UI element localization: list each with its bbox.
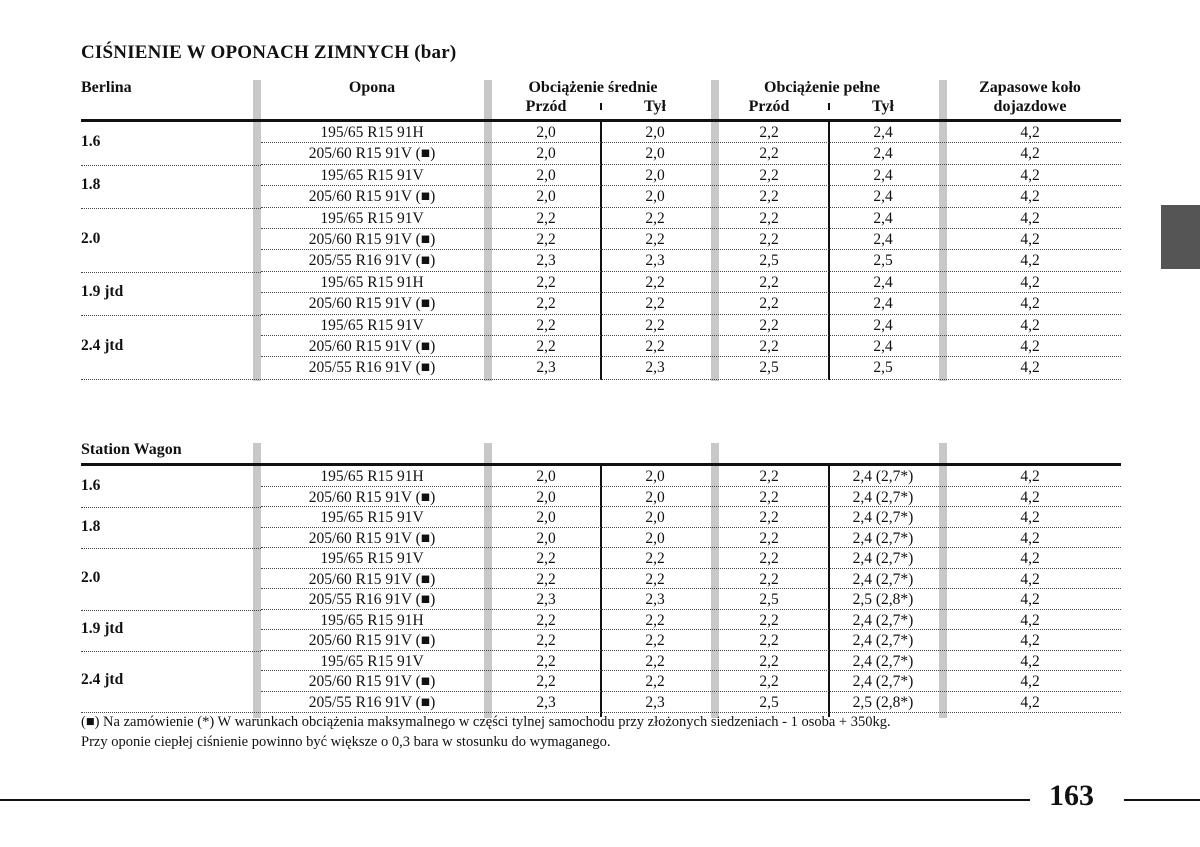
tyre-size-cell: 205/60 R15 91V (■) (308, 570, 436, 588)
tyre-size-cell: 205/60 R15 91V (■) (308, 188, 436, 206)
spare-wheel-cell: 4,2 (1020, 124, 1040, 141)
table-row (81, 466, 1121, 487)
engine-label: 1.9 jtd (81, 283, 124, 301)
spare-wheel-cell: 4,2 (1020, 145, 1040, 163)
table-row (81, 165, 1121, 186)
table-bottom-rule (81, 712, 1121, 713)
header-przod: Przód (525, 98, 567, 115)
rear-medium-cell: 2,2 (645, 570, 665, 588)
rear-full-cell: 2,4 (873, 188, 893, 206)
spare-wheel-cell: 4,2 (1020, 359, 1040, 377)
rear-full-cell: 2,4 (873, 145, 893, 163)
page-rule-right (1124, 799, 1200, 801)
table-row (81, 528, 1121, 549)
berlina-table (81, 80, 1121, 381)
front-medium-cell: 2,3 (536, 693, 556, 711)
rear-full-cell: 2,4 (2,7*) (852, 468, 914, 485)
rear-medium-cell: 2,3 (645, 359, 665, 377)
rear-full-cell: 2,5 (2,8*) (852, 591, 914, 608)
front-full-cell: 2,2 (759, 273, 779, 291)
engine-label: 1.8 (81, 517, 101, 535)
front-full-cell: 2,2 (759, 611, 779, 629)
rear-full-cell: 2,4 (2,7*) (852, 509, 914, 526)
engine-label: 2.0 (81, 568, 101, 586)
spare-wheel-cell: 4,2 (1020, 673, 1040, 690)
rear-medium-cell: 2,2 (645, 295, 665, 313)
spare-wheel-cell: 4,2 (1020, 693, 1040, 711)
front-full-cell: 2,2 (759, 673, 779, 690)
front-medium-cell: 2,0 (536, 529, 556, 547)
rear-medium-cell: 2,2 (645, 209, 665, 227)
rear-full-cell: 2,5 (873, 359, 893, 377)
table-row (81, 208, 1121, 229)
engine-label: 1.6 (81, 476, 101, 494)
rear-full-cell: 2,4 (873, 209, 893, 227)
table-row (81, 651, 1121, 672)
table-row (81, 507, 1121, 528)
footnote-warm-tyres: Przy oponie ciepłej ciśnienie powinno być większe o 0,3 bara w stosunku do wymaganego. (81, 734, 611, 750)
header-opona: Opona (348, 79, 396, 96)
front-medium-cell: 2,2 (536, 231, 556, 248)
tyre-size-cell: 205/60 R15 91V (■) (308, 632, 436, 649)
rear-full-cell: 2,4 (2,7*) (852, 652, 914, 670)
table-row (81, 336, 1121, 357)
tyre-size-cell: 205/55 R16 91V (■) (308, 252, 436, 270)
spare-wheel-cell: 4,2 (1020, 273, 1040, 291)
tyre-size-cell: 205/55 R16 91V (■) (308, 693, 436, 711)
rear-medium-cell: 2,2 (645, 673, 665, 690)
rear-full-cell: 2,4 (873, 231, 893, 248)
rear-medium-cell: 2,2 (645, 231, 665, 248)
engine-label: 2.4 jtd (81, 671, 124, 689)
rear-medium-cell: 2,2 (645, 632, 665, 649)
rear-medium-cell: 2,2 (645, 273, 665, 291)
rear-full-cell: 2,4 (2,7*) (852, 488, 914, 506)
rear-medium-cell: 2,2 (645, 550, 665, 567)
front-medium-cell: 2,3 (536, 252, 556, 270)
rear-medium-cell: 2,0 (645, 124, 665, 141)
station-wagon-table (81, 443, 1121, 718)
tyre-size-cell: 205/55 R16 91V (■) (308, 591, 436, 608)
rear-full-cell: 2,4 (873, 124, 893, 141)
table-row (81, 122, 1121, 143)
table-row (81, 315, 1121, 336)
front-full-cell: 2,2 (759, 632, 779, 649)
rear-full-cell: 2,4 (2,7*) (852, 673, 914, 690)
front-medium-cell: 2,0 (536, 166, 556, 184)
front-medium-cell: 2,2 (536, 632, 556, 649)
engine-label: 1.9 jtd (81, 620, 124, 637)
tyre-size-cell: 205/55 R16 91V (■) (308, 359, 436, 377)
front-full-cell: 2,5 (759, 359, 779, 377)
front-medium-cell: 2,0 (536, 188, 556, 206)
table-name: Station Wagon (81, 441, 182, 458)
tyre-size-cell: 195/65 R15 91V (320, 550, 424, 567)
header-tyl: Tył (872, 98, 894, 115)
front-full-cell: 2,2 (759, 468, 779, 485)
front-full-cell: 2,2 (759, 570, 779, 588)
table-row (81, 589, 1121, 610)
rear-medium-cell: 2,0 (645, 188, 665, 206)
table-row (81, 293, 1121, 314)
tyre-size-cell: 205/60 R15 91V (■) (308, 231, 436, 248)
section-tab-marker (1161, 205, 1200, 269)
rear-medium-cell: 2,0 (645, 488, 665, 506)
spare-wheel-cell: 4,2 (1020, 570, 1040, 588)
tyre-size-cell: 195/65 R15 91H (320, 611, 424, 629)
table-row (81, 272, 1121, 293)
spare-wheel-cell: 4,2 (1020, 252, 1040, 270)
front-medium-cell: 2,3 (536, 591, 556, 608)
engine-label: 2.0 (81, 229, 101, 247)
front-full-cell: 2,5 (759, 252, 779, 270)
rear-full-cell: 2,4 (2,7*) (852, 529, 914, 547)
header-obciazenie-srednie: Obciążenie średnie (528, 79, 658, 96)
rear-medium-cell: 2,3 (645, 252, 665, 270)
rear-medium-cell: 2,0 (645, 529, 665, 547)
table-row (81, 569, 1121, 590)
front-full-cell: 2,2 (759, 316, 779, 334)
spare-wheel-cell: 4,2 (1020, 166, 1040, 184)
rear-full-cell: 2,4 (873, 295, 893, 313)
front-medium-cell: 2,2 (536, 273, 556, 291)
table-row (81, 671, 1121, 692)
rear-medium-cell: 2,3 (645, 591, 665, 608)
front-medium-cell: 2,3 (536, 359, 556, 377)
table-row (81, 143, 1121, 164)
front-medium-cell: 2,2 (536, 611, 556, 629)
tyre-size-cell: 205/60 R15 91V (■) (308, 145, 436, 163)
header-dojazdowe: dojazdowe (993, 98, 1067, 115)
engine-label: 1.6 (81, 133, 101, 151)
rear-medium-cell: 2,2 (645, 611, 665, 629)
spare-wheel-cell: 4,2 (1020, 632, 1040, 649)
rear-medium-cell: 2,0 (645, 166, 665, 184)
tyre-size-cell: 195/65 R15 91V (320, 166, 424, 184)
front-full-cell: 2,2 (759, 488, 779, 506)
front-medium-cell: 2,2 (536, 673, 556, 690)
spare-wheel-cell: 4,2 (1020, 188, 1040, 206)
page-number: 163 (1049, 779, 1094, 812)
table-bottom-rule (81, 379, 1121, 380)
rear-medium-cell: 2,2 (645, 338, 665, 355)
tyre-size-cell: 205/60 R15 91V (■) (308, 295, 436, 313)
table-row (81, 229, 1121, 250)
tyre-size-cell: 195/65 R15 91V (320, 209, 424, 227)
rear-full-cell: 2,4 (873, 316, 893, 334)
rear-medium-cell: 2,0 (645, 509, 665, 526)
table-row (81, 692, 1121, 713)
rear-medium-cell: 2,2 (645, 316, 665, 334)
tyre-size-cell: 195/65 R15 91V (320, 652, 424, 670)
front-medium-cell: 2,2 (536, 295, 556, 313)
spare-wheel-cell: 4,2 (1020, 509, 1040, 526)
front-full-cell: 2,2 (759, 145, 779, 163)
front-full-cell: 2,2 (759, 231, 779, 248)
spare-wheel-cell: 4,2 (1020, 316, 1040, 334)
rear-full-cell: 2,5 (873, 252, 893, 270)
spare-wheel-cell: 4,2 (1020, 550, 1040, 567)
rear-medium-cell: 2,0 (645, 468, 665, 485)
front-full-cell: 2,2 (759, 124, 779, 141)
front-medium-cell: 2,2 (536, 209, 556, 227)
spare-wheel-cell: 4,2 (1020, 231, 1040, 248)
engine-label: 2.4 jtd (81, 336, 124, 354)
front-medium-cell: 2,0 (536, 488, 556, 506)
front-full-cell: 2,2 (759, 338, 779, 355)
rear-medium-cell: 2,3 (645, 693, 665, 711)
table-row (81, 357, 1121, 378)
front-medium-cell: 2,2 (536, 316, 556, 334)
header-separator (828, 103, 830, 110)
engine-label: 1.8 (81, 176, 101, 194)
header-tyl: Tył (644, 98, 666, 115)
front-medium-cell: 2,2 (536, 570, 556, 588)
page-title: CIŚNIENIE W OPONACH ZIMNYCH (bar) (81, 42, 457, 63)
rear-full-cell: 2,4 (873, 338, 893, 355)
rear-medium-cell: 2,2 (645, 652, 665, 670)
front-medium-cell: 2,2 (536, 652, 556, 670)
rear-full-cell: 2,4 (2,7*) (852, 611, 914, 629)
rear-full-cell: 2,4 (2,7*) (852, 632, 914, 649)
front-full-cell: 2,5 (759, 693, 779, 711)
front-full-cell: 2,2 (759, 166, 779, 184)
table-row (81, 548, 1121, 569)
tyre-size-cell: 205/60 R15 91V (■) (308, 673, 436, 690)
tyre-size-cell: 205/60 R15 91V (■) (308, 338, 436, 355)
tyre-size-cell: 195/65 R15 91V (320, 316, 424, 334)
tyre-size-cell: 205/60 R15 91V (■) (308, 488, 436, 506)
header-separator (600, 103, 602, 110)
front-full-cell: 2,2 (759, 652, 779, 670)
front-full-cell: 2,2 (759, 209, 779, 227)
front-full-cell: 2,2 (759, 509, 779, 526)
tyre-size-cell: 195/65 R15 91H (320, 468, 424, 485)
front-medium-cell: 2,0 (536, 468, 556, 485)
page-rule-left (0, 799, 1030, 801)
table-row (81, 630, 1121, 651)
spare-wheel-cell: 4,2 (1020, 652, 1040, 670)
rear-full-cell: 2,4 (873, 273, 893, 291)
rear-full-cell: 2,4 (2,7*) (852, 550, 914, 567)
rear-full-cell: 2,4 (873, 166, 893, 184)
front-medium-cell: 2,0 (536, 124, 556, 141)
table-row (81, 487, 1121, 508)
spare-wheel-cell: 4,2 (1020, 338, 1040, 355)
spare-wheel-cell: 4,2 (1020, 468, 1040, 485)
spare-wheel-cell: 4,2 (1020, 488, 1040, 506)
spare-wheel-cell: 4,2 (1020, 591, 1040, 608)
rear-medium-cell: 2,0 (645, 145, 665, 163)
header-zapasowe-kolo: Zapasowe koło (979, 79, 1081, 96)
front-full-cell: 2,2 (759, 550, 779, 567)
front-medium-cell: 2,2 (536, 550, 556, 567)
table-row (81, 186, 1121, 207)
header-przod: Przód (748, 98, 790, 115)
header-obciazenie-pelne: Obciążenie pełne (764, 79, 880, 96)
tyre-size-cell: 195/65 R15 91H (320, 273, 424, 291)
tyre-size-cell: 205/60 R15 91V (■) (308, 529, 436, 547)
tyre-size-cell: 195/65 R15 91V (320, 509, 424, 526)
footnote-legend: (■) Na zamówienie (*) W warunkach obciążenia maksymalnego w części tylnej samochodu przy złożonych siedzeniach - 1 osoba + 350kg. (81, 714, 891, 730)
spare-wheel-cell: 4,2 (1020, 529, 1040, 547)
table-name: Berlina (81, 79, 132, 96)
table-row (81, 610, 1121, 631)
tyre-size-cell: 195/65 R15 91H (320, 124, 424, 141)
table-row (81, 250, 1121, 271)
front-medium-cell: 2,0 (536, 509, 556, 526)
spare-wheel-cell: 4,2 (1020, 209, 1040, 227)
rear-full-cell: 2,4 (2,7*) (852, 570, 914, 588)
front-full-cell: 2,2 (759, 295, 779, 313)
spare-wheel-cell: 4,2 (1020, 611, 1040, 629)
spare-wheel-cell: 4,2 (1020, 295, 1040, 313)
front-full-cell: 2,5 (759, 591, 779, 608)
front-full-cell: 2,2 (759, 188, 779, 206)
front-medium-cell: 2,0 (536, 145, 556, 163)
front-full-cell: 2,2 (759, 529, 779, 547)
rear-full-cell: 2,5 (2,8*) (852, 693, 914, 711)
front-medium-cell: 2,2 (536, 338, 556, 355)
